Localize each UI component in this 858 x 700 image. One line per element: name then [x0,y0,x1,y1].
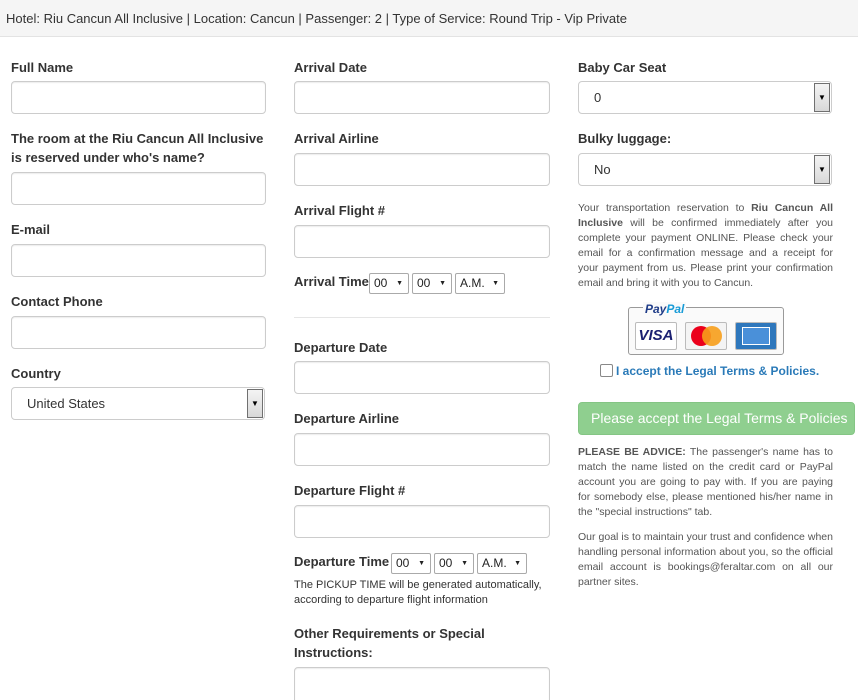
pickup-time-note: The PICKUP TIME will be generated automatically, according to departure flight information [294,579,542,606]
chevron-down-icon: ▼ [461,560,468,567]
baby-car-seat-label: Baby Car Seat [578,60,667,75]
accept-terms-button[interactable]: Please accept the Legal Terms & Policies [578,402,855,435]
departure-ampm-select[interactable] [477,553,527,574]
paypal-logo: PayPal [645,302,685,316]
departure-flight-input[interactable] [294,505,550,538]
departure-hour-value: 00 [396,556,410,570]
chevron-down-icon: ▼ [439,280,446,287]
special-instructions-textarea[interactable] [294,667,550,700]
departure-minute-select[interactable] [434,553,474,574]
departure-ampm-value: A.M. [482,556,507,570]
arrival-minute-value: 00 [417,276,431,290]
arrival-flight-label: Arrival Flight # [294,203,386,218]
privacy-goal-text: Our goal is to maintain your trust and confidence when handling personal information about you, so the official email account is bookings@feraltar.com on all our partner sites. [578,531,833,588]
departure-airline-input[interactable] [294,433,550,466]
amex-card-icon [735,322,777,350]
payment-advice-text: PLEASE BE ADVICE: The passenger's name has to match the name listed on the credit card or PayPal account you are going to pay with. If you are paying for somebody else, please mentioned his/her name in the "special instructions" tab. [578,446,833,518]
room-name-input[interactable] [11,172,266,205]
country-select-value: United States [27,396,106,411]
country-label: Country [11,366,61,381]
arrival-airline-label: Arrival Airline [294,131,379,146]
departure-time-row [294,553,550,574]
bulky-luggage-value: No [594,162,611,177]
reservation-summary-text: Hotel: Riu Cancun All Inclusive | Location: Cancun | Passenger: 2 | Type of Service: Round Trip - Vip Private [6,11,627,26]
contact-phone-label: Contact Phone [11,294,103,309]
section-divider [294,317,550,318]
chevron-down-icon: ▼ [418,560,425,567]
bulky-luggage-label: Bulky luggage: [578,131,672,146]
chevron-down-icon: ▼ [396,280,403,287]
arrival-hour-select[interactable] [369,273,409,294]
full-name-label: Full Name [11,60,74,75]
payment-methods-logo [628,302,784,355]
bulky-luggage-select[interactable] [578,153,832,186]
full-name-input[interactable] [11,81,266,114]
departure-flight-label: Departure Flight # [294,483,406,498]
visa-card-icon: VISA [635,322,677,350]
departure-date-input[interactable] [294,361,550,394]
departure-airline-label: Departure Airline [294,411,399,426]
confirmation-info-text: Your transportation reservation to Riu Cancun All Inclusive will be confirmed immediately after you complete your payment ONLINE. Please check your email for a confirmation message and a receipt for your payment from us. Please print your confirmation email and bring it with you to Cancun. [578,202,833,289]
chevron-down-icon[interactable]: ▼ [247,389,263,418]
baby-car-seat-select[interactable] [578,81,832,114]
arrival-airline-input[interactable] [294,153,550,186]
departure-hour-select[interactable] [391,553,431,574]
contact-phone-input[interactable] [11,316,266,349]
email-input[interactable] [11,244,266,277]
arrival-time-row [294,273,550,294]
arrival-date-label: Arrival Date [294,60,367,75]
chevron-down-icon: ▼ [492,280,499,287]
arrival-date-input[interactable] [294,81,550,114]
legal-terms-link[interactable]: I accept the Legal Terms & Policies. [616,364,820,378]
chevron-down-icon[interactable]: ▼ [814,155,830,184]
departure-time-label: Departure Time [294,554,390,569]
arrival-minute-select[interactable] [412,273,452,294]
arrival-hour-value: 00 [374,276,388,290]
chevron-down-icon[interactable]: ▼ [814,83,830,112]
hotel-name-highlight: Riu Cancun All Inclusive [578,202,833,229]
chevron-down-icon: ▼ [514,560,521,567]
country-select[interactable] [11,387,265,420]
advice-title: PLEASE BE ADVICE: [578,446,686,458]
arrival-ampm-select[interactable] [455,273,505,294]
email-label: E-mail [11,222,51,237]
mastercard-icon [685,322,727,350]
departure-minute-value: 00 [439,556,453,570]
arrival-ampm-value: A.M. [460,276,485,290]
reservation-summary-bar [0,0,858,37]
departure-date-label: Departure Date [294,340,388,355]
arrival-time-label: Arrival Time [294,274,369,289]
baby-car-seat-value: 0 [594,90,602,105]
room-name-label: The room at the Riu Cancun All Inclusive is reserved under who's name? [11,131,264,165]
arrival-flight-input[interactable] [294,225,550,258]
other-requirements-label: Other Requirements or Special Instructions: [294,626,485,660]
accept-terms-checkbox[interactable] [600,364,613,377]
